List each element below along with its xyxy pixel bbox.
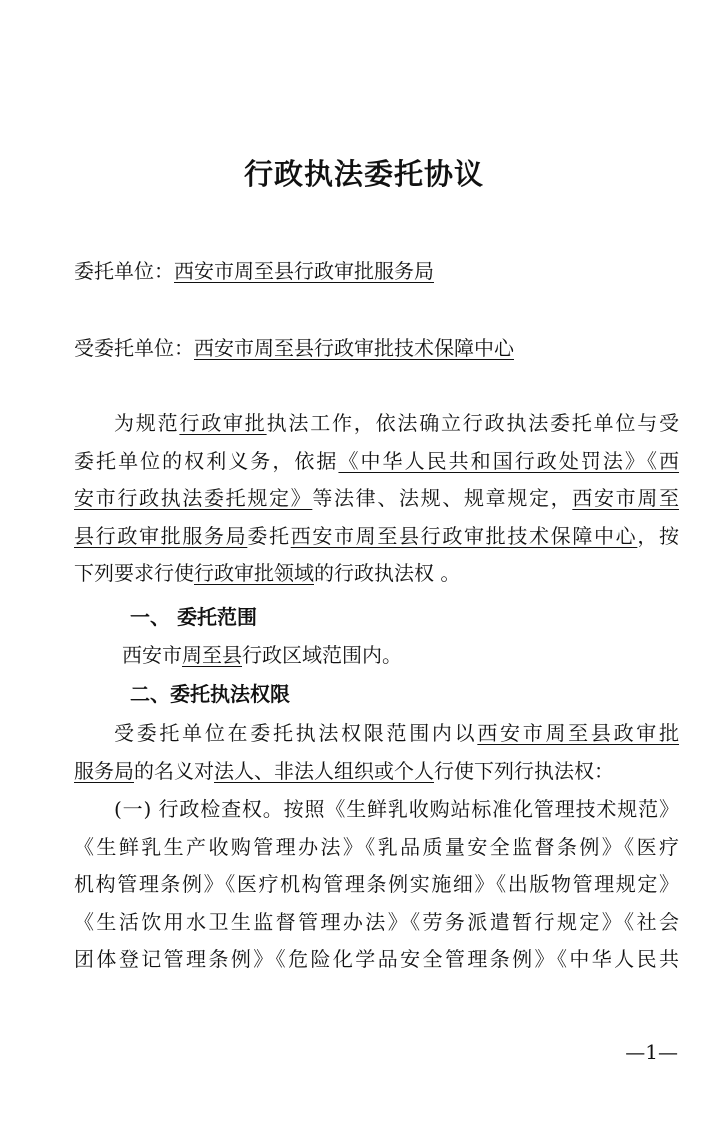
document-title: 行政执法委托协议 <box>243 157 484 191</box>
intro-line: 委托单位的权利义务，依据《中华人民共和国行政处罚法》《西 <box>74 448 680 473</box>
intro-line: 为规范行政审批执法工作，依法确立行政执法委托单位与受 <box>114 411 680 435</box>
item-line: 机构管理条例》《医疗机构管理条例实施细》《出版物管理规定》 <box>74 872 679 896</box>
intro-line: 县行政审批服务局委托西安市周至县行政审批技术保障中心，按 <box>74 523 680 548</box>
item-line: (一) 行政检查权。按照《生鲜乳收购站标准化管理技术规范》 <box>114 797 679 821</box>
intro-line: 下列要求行使行政审批领域的行政执法权 。 <box>74 561 461 585</box>
authority-line: 受委托单位在委托执法权限范围内以西安市周至县政审批 <box>114 721 680 745</box>
entrusting-party-label: 委托单位： <box>74 259 174 283</box>
item-inspection-paragraph <box>74 791 679 979</box>
entrusted-party-label: 受委托单位： <box>74 336 194 360</box>
entrusting-party-name: 西安市周至县行政审批服务局 <box>174 259 434 283</box>
entrusted-party <box>74 334 514 362</box>
item-line: 《生活饮用水卫生监督管理办法》《劳务派遣暂行规定》《社会 <box>74 909 679 934</box>
authority-paragraph <box>74 715 679 790</box>
item-line: 《生鲜乳生产收购管理办法》《乳品质量安全监督条例》《医疗 <box>74 834 679 859</box>
entrusted-party-name: 西安市周至县行政审批技术保障中心 <box>194 336 514 360</box>
intro-paragraph <box>74 405 679 593</box>
section-heading-authority: 二、委托执法权限 <box>130 682 290 706</box>
scope-text: 西安市周至县行政区域范围内。 <box>122 643 402 667</box>
page-number: —1— <box>625 1040 678 1064</box>
entrusting-party <box>74 257 434 285</box>
authority-line: 服务局的名义对法人、非法人组织或个人行使下列行执法权： <box>74 758 614 783</box>
item-line: 团体登记管理条例》《危险化学品安全管理条例》《中华人民共 <box>74 947 679 971</box>
intro-line: 安市行政执法委托规定》等法律、法规、规章规定，西安市周至 <box>74 486 680 510</box>
section-heading-scope: 一、 委托范围 <box>130 605 257 629</box>
